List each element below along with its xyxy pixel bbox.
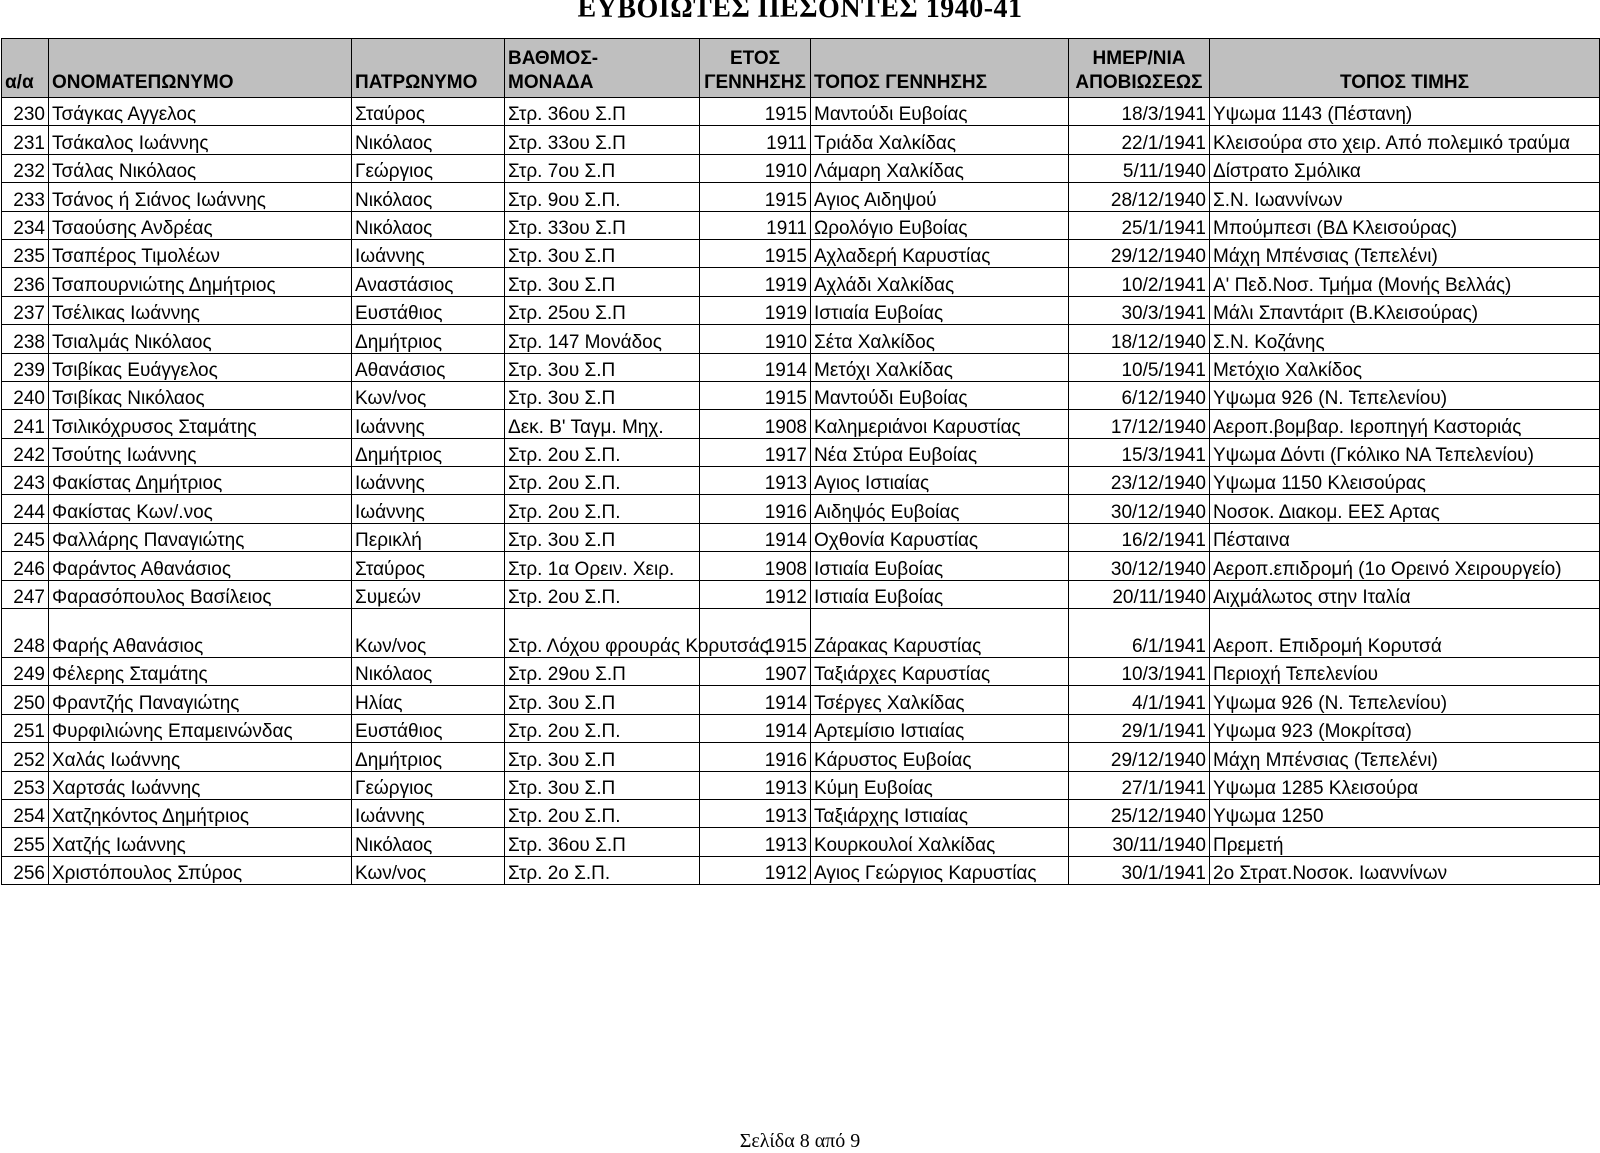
- header-birthplace: ΤΟΠΟΣ ΓΕΝΝΗΣΗΣ: [811, 39, 1069, 98]
- cell-name: Χαρτσάς Ιωάννης: [49, 771, 352, 799]
- cell-patronymic: Δημήτριος: [352, 325, 505, 353]
- cell-name: Φυρφιλιώνης Επαμεινώνδας: [49, 714, 352, 742]
- cell-place-of-honor: Υψωμα 1285 Κλεισούρα: [1210, 771, 1600, 799]
- table-header: [2, 39, 1600, 98]
- cell-rank-unit: Στρ. 2ου Σ.Π.: [505, 495, 700, 523]
- cell-rank-unit: Στρ. 33ου Σ.Π: [505, 126, 700, 154]
- header-year-line1: ΕΤΟΣ: [729, 48, 781, 69]
- cell-name: Τσάνος ή Σιάνος Ιωάννης: [49, 183, 352, 211]
- cell-birthplace: Ταξιάρχες Καρυστίας: [811, 658, 1069, 686]
- cell-number: 240: [2, 381, 49, 409]
- cell-birth-year: 1917: [700, 438, 811, 466]
- cell-birth-year: 1914: [700, 353, 811, 381]
- cell-place-of-honor: Πρεμετή: [1210, 828, 1600, 856]
- cell-place-of-honor: Περιοχή Τεπελενίου: [1210, 658, 1600, 686]
- cell-name: Τσάκαλος Ιωάννης: [49, 126, 352, 154]
- cell-birthplace: Αγιος Γεώργιος Καρυστίας: [811, 856, 1069, 884]
- table-row: [2, 771, 1600, 799]
- table-row: [2, 799, 1600, 827]
- table-row: [2, 296, 1600, 324]
- header-year-line2: ΓΕΝΝΗΣΗΣ: [704, 72, 806, 93]
- cell-death-date: 6/12/1940: [1069, 381, 1210, 409]
- cell-number: 232: [2, 154, 49, 182]
- cell-rank-unit: Στρ. 3ου Σ.Π: [505, 686, 700, 714]
- cell-birthplace: Τριάδα Χαλκίδας: [811, 126, 1069, 154]
- cell-place-of-honor: Μάλι Σπαντάριτ (Β.Κλεισούρας): [1210, 296, 1600, 324]
- cell-name: Τσιβίκας Ευάγγελος: [49, 353, 352, 381]
- cell-name: Τσαπέρος Τιμολέων: [49, 239, 352, 267]
- cell-death-date: 20/11/1940: [1069, 580, 1210, 608]
- cell-name: Χριστόπουλος Σπύρος: [49, 856, 352, 884]
- cell-place-of-honor: Νοσοκ. Διακομ. ΕΕΣ Αρτας: [1210, 495, 1600, 523]
- cell-place-of-honor: Δίστρατο Σμόλικα: [1210, 154, 1600, 182]
- cell-number: 242: [2, 438, 49, 466]
- cell-patronymic: Ιωάννης: [352, 799, 505, 827]
- page-footer: Σελίδα 8 από 9: [739, 1130, 861, 1152]
- cell-number: 230: [2, 98, 49, 126]
- cell-name: Φακίστας Κων/.νος: [49, 495, 352, 523]
- cell-patronymic: Σταύρος: [352, 98, 505, 126]
- cell-place-of-honor: Αιχμάλωτος στην Ιταλία: [1210, 580, 1600, 608]
- cell-birth-year: 1919: [700, 268, 811, 296]
- cell-patronymic: Νικόλαος: [352, 183, 505, 211]
- cell-birthplace: Ιστιαία Ευβοίας: [811, 552, 1069, 580]
- cell-number: 249: [2, 658, 49, 686]
- cell-place-of-honor: Πέσταινα: [1210, 523, 1600, 551]
- cell-birthplace: Μετόχι Χαλκίδας: [811, 353, 1069, 381]
- cell-name: Φαλλάρης Παναγιώτης: [49, 523, 352, 551]
- cell-number: 243: [2, 467, 49, 495]
- cell-place-of-honor: Υψωμα 926 (Ν. Τεπελενίου): [1210, 381, 1600, 409]
- cell-birthplace: Καλημεριάνοι Καρυστίας: [811, 410, 1069, 438]
- cell-patronymic: Νικόλαος: [352, 211, 505, 239]
- table-row: [2, 828, 1600, 856]
- cell-patronymic: Ιωάννης: [352, 467, 505, 495]
- cell-patronymic: Ευστάθιος: [352, 714, 505, 742]
- table-row: [2, 353, 1600, 381]
- cell-death-date: 6/1/1941: [1069, 609, 1210, 658]
- cell-birth-year: 1915: [700, 609, 811, 658]
- cell-birth-year: 1910: [700, 154, 811, 182]
- cell-death-date: 18/3/1941: [1069, 98, 1210, 126]
- cell-rank-unit: Στρ. 33ου Σ.Π: [505, 211, 700, 239]
- cell-patronymic: Νικόλαος: [352, 828, 505, 856]
- cell-death-date: 25/1/1941: [1069, 211, 1210, 239]
- cell-patronymic: Περικλή: [352, 523, 505, 551]
- cell-name: Φακίστας Δημήτριος: [49, 467, 352, 495]
- cell-birthplace: Ζάρακας Καρυστίας: [811, 609, 1069, 658]
- cell-death-date: 15/3/1941: [1069, 438, 1210, 466]
- cell-rank-unit: Στρ. 2ο Σ.Π.: [505, 856, 700, 884]
- cell-rank-unit: Στρ. 36ου Σ.Π: [505, 828, 700, 856]
- cell-place-of-honor: Υψωμα 1150 Κλεισούρας: [1210, 467, 1600, 495]
- header-date-line1: ΗΜΕΡ/ΝΙΑ: [1092, 48, 1186, 69]
- cell-name: Τσάγκας Αγγελος: [49, 98, 352, 126]
- cell-place-of-honor: 2ο Στρατ.Νοσοκ. Ιωαννίνων: [1210, 856, 1600, 884]
- cell-birth-year: 1907: [700, 658, 811, 686]
- cell-death-date: 30/1/1941: [1069, 856, 1210, 884]
- cell-death-date: 30/11/1940: [1069, 828, 1210, 856]
- table-row: [2, 268, 1600, 296]
- cell-birth-year: 1916: [700, 495, 811, 523]
- cell-number: 231: [2, 126, 49, 154]
- cell-rank-unit: Στρ. 2ου Σ.Π.: [505, 467, 700, 495]
- cell-birthplace: Μαντούδι Ευβοίας: [811, 381, 1069, 409]
- cell-death-date: 27/1/1941: [1069, 771, 1210, 799]
- header-rank-unit: [505, 39, 700, 98]
- cell-number: 245: [2, 523, 49, 551]
- cell-place-of-honor: Μάχη Μπένσιας (Τεπελένι): [1210, 743, 1600, 771]
- cell-name: Τσιβίκας Νικόλαος: [49, 381, 352, 409]
- cell-place-of-honor: Υψωμα 1250: [1210, 799, 1600, 827]
- cell-number: 244: [2, 495, 49, 523]
- cell-birthplace: Κάρυστος Ευβοίας: [811, 743, 1069, 771]
- cell-death-date: 28/12/1940: [1069, 183, 1210, 211]
- cell-patronymic: Συμεών: [352, 580, 505, 608]
- table-row: [2, 98, 1600, 126]
- cell-rank-unit: Στρ. 3ου Σ.Π: [505, 743, 700, 771]
- cell-birth-year: 1916: [700, 743, 811, 771]
- cell-patronymic: Κων/νος: [352, 609, 505, 658]
- cell-rank-unit: Στρ. 7ου Σ.Π: [505, 154, 700, 182]
- table-row: [2, 609, 1600, 658]
- cell-death-date: 10/5/1941: [1069, 353, 1210, 381]
- table-row: [2, 714, 1600, 742]
- cell-place-of-honor: Αεροπ.επιδρομή (1ο Ορεινό Χειρουργείο): [1210, 552, 1600, 580]
- cell-number: 248: [2, 609, 49, 658]
- cell-patronymic: Δημήτριος: [352, 438, 505, 466]
- header-rank-line2: ΜΟΝΑΔΑ: [508, 72, 594, 93]
- cell-rank-unit: Στρ. 3ου Σ.Π: [505, 381, 700, 409]
- cell-birthplace: Αγιος Αιδηψού: [811, 183, 1069, 211]
- header-birth-year: [700, 39, 811, 98]
- cell-place-of-honor: Αεροπ. Επιδρομή Κορυτσά: [1210, 609, 1600, 658]
- cell-rank-unit: Στρ. 3ου Σ.Π: [505, 239, 700, 267]
- cell-place-of-honor: Αεροπ.βομβαρ. Ιεροπηγή Καστοριάς: [1210, 410, 1600, 438]
- cell-name: Χαλάς Ιωάννης: [49, 743, 352, 771]
- cell-birth-year: 1914: [700, 686, 811, 714]
- table-row: [2, 580, 1600, 608]
- cell-name: Φαρασόπουλος Βασίλειος: [49, 580, 352, 608]
- cell-rank-unit: Στρ. 1α Ορειν. Χειρ.: [505, 552, 700, 580]
- cell-death-date: 10/2/1941: [1069, 268, 1210, 296]
- table-row: [2, 686, 1600, 714]
- cell-birthplace: Τσέργες Χαλκίδας: [811, 686, 1069, 714]
- cell-birth-year: 1919: [700, 296, 811, 324]
- cell-death-date: 5/11/1940: [1069, 154, 1210, 182]
- cell-rank-unit: Στρ. 2ου Σ.Π.: [505, 799, 700, 827]
- cell-number: 251: [2, 714, 49, 742]
- cell-name: Φέλερης Σταμάτης: [49, 658, 352, 686]
- cell-patronymic: Κων/νος: [352, 856, 505, 884]
- cell-number: 252: [2, 743, 49, 771]
- cell-birthplace: Σέτα Χαλκίδος: [811, 325, 1069, 353]
- cell-number: 238: [2, 325, 49, 353]
- header-death-date: [1069, 39, 1210, 98]
- cell-birth-year: 1908: [700, 552, 811, 580]
- cell-place-of-honor: Υψωμα Δόντι (Γκόλικο ΝΑ Τεπελενίου): [1210, 438, 1600, 466]
- table-row: [2, 410, 1600, 438]
- cell-place-of-honor: Υψωμα 923 (Μοκρίτσα): [1210, 714, 1600, 742]
- table-row: [2, 154, 1600, 182]
- cell-death-date: 30/3/1941: [1069, 296, 1210, 324]
- cell-birthplace: Ιστιαία Ευβοίας: [811, 296, 1069, 324]
- cell-number: 253: [2, 771, 49, 799]
- cell-patronymic: Γεώργιος: [352, 154, 505, 182]
- cell-rank-unit: Στρ. 29ου Σ.Π: [505, 658, 700, 686]
- cell-birth-year: 1912: [700, 856, 811, 884]
- cell-birthplace: Νέα Στύρα Ευβοίας: [811, 438, 1069, 466]
- header-date-line2: ΑΠΟΒΙΩΣΕΩΣ: [1075, 72, 1203, 93]
- cell-birthplace: Αχλάδι Χαλκίδας: [811, 268, 1069, 296]
- cell-patronymic: Ιωάννης: [352, 495, 505, 523]
- cell-name: Τσιλικόχρυσος Σταμάτης: [49, 410, 352, 438]
- header-place-of-honor: ΤΟΠΟΣ ΤΙΜΗΣ: [1210, 39, 1600, 98]
- cell-place-of-honor: Μάχη Μπένσιας (Τεπελένι): [1210, 239, 1600, 267]
- cell-death-date: 17/12/1940: [1069, 410, 1210, 438]
- cell-place-of-honor: Μπούμπεσι (ΒΔ Κλεισούρας): [1210, 211, 1600, 239]
- cell-name: Χατζηκόντος Δημήτριος: [49, 799, 352, 827]
- cell-rank-unit: Στρ. 147 Μονάδος: [505, 325, 700, 353]
- cell-patronymic: Ευστάθιος: [352, 296, 505, 324]
- cell-name: Τσάλας Νικόλαος: [49, 154, 352, 182]
- cell-patronymic: Νικόλαος: [352, 126, 505, 154]
- cell-patronymic: Γεώργιος: [352, 771, 505, 799]
- cell-birthplace: Ιστιαία Ευβοίας: [811, 580, 1069, 608]
- cell-birthplace: Αιδηψός Ευβοίας: [811, 495, 1069, 523]
- cell-birth-year: 1915: [700, 381, 811, 409]
- cell-birth-year: 1914: [700, 714, 811, 742]
- cell-number: 239: [2, 353, 49, 381]
- cell-rank-unit: Στρ. 25ου Σ.Π: [505, 296, 700, 324]
- table-row: [2, 523, 1600, 551]
- cell-birth-year: 1914: [700, 523, 811, 551]
- cell-number: 254: [2, 799, 49, 827]
- cell-death-date: 30/12/1940: [1069, 495, 1210, 523]
- cell-birthplace: Ταξιάρχης Ιστιαίας: [811, 799, 1069, 827]
- cell-name: Τσούτης Ιωάννης: [49, 438, 352, 466]
- cell-birth-year: 1915: [700, 239, 811, 267]
- cell-patronymic: Ηλίας: [352, 686, 505, 714]
- table-row: [2, 239, 1600, 267]
- cell-place-of-honor: Μετόχιο Χαλκίδος: [1210, 353, 1600, 381]
- cell-death-date: 29/12/1940: [1069, 239, 1210, 267]
- cell-death-date: 10/3/1941: [1069, 658, 1210, 686]
- cell-number: 247: [2, 580, 49, 608]
- cell-death-date: 25/12/1940: [1069, 799, 1210, 827]
- cell-patronymic: Αναστάσιος: [352, 268, 505, 296]
- cell-number: 234: [2, 211, 49, 239]
- table-row: [2, 325, 1600, 353]
- cell-birthplace: Κουρκουλοί Χαλκίδας: [811, 828, 1069, 856]
- table-row: [2, 743, 1600, 771]
- cell-number: 241: [2, 410, 49, 438]
- cell-birthplace: Λάμαρη Χαλκίδας: [811, 154, 1069, 182]
- cell-number: 237: [2, 296, 49, 324]
- cell-place-of-honor: Σ.Ν. Ιωαννίνων: [1210, 183, 1600, 211]
- cell-patronymic: Δημήτριος: [352, 743, 505, 771]
- cell-rank-unit: Στρ. 2ου Σ.Π.: [505, 714, 700, 742]
- cell-place-of-honor: Α' Πεδ.Νοσ. Τμήμα (Μονής Βελλάς): [1210, 268, 1600, 296]
- cell-rank-unit: Στρ. 2ου Σ.Π.: [505, 580, 700, 608]
- header-aa: α/α: [2, 39, 49, 98]
- table-row: [2, 183, 1600, 211]
- cell-birthplace: Κύμη Ευβοίας: [811, 771, 1069, 799]
- table-row: [2, 495, 1600, 523]
- cell-death-date: 29/12/1940: [1069, 743, 1210, 771]
- cell-rank-unit: Στρ. 3ου Σ.Π: [505, 771, 700, 799]
- cell-birth-year: 1908: [700, 410, 811, 438]
- cell-death-date: 30/12/1940: [1069, 552, 1210, 580]
- cell-birth-year: 1911: [700, 211, 811, 239]
- cell-birth-year: 1911: [700, 126, 811, 154]
- cell-birthplace: Ωρολόγιο Ευβοίας: [811, 211, 1069, 239]
- cell-name: Φαρής Αθανάσιος: [49, 609, 352, 658]
- cell-death-date: 4/1/1941: [1069, 686, 1210, 714]
- cell-birthplace: Οχθονία Καρυστίας: [811, 523, 1069, 551]
- cell-place-of-honor: Υψωμα 926 (Ν. Τεπελενίου): [1210, 686, 1600, 714]
- cell-rank-unit: Στρ. 36ου Σ.Π: [505, 98, 700, 126]
- cell-rank-unit: Δεκ. Β' Ταγμ. Μηχ.: [505, 410, 700, 438]
- cell-birthplace: Αχλαδερή Καρυστίας: [811, 239, 1069, 267]
- cell-name: Τσαούσης Ανδρέας: [49, 211, 352, 239]
- cell-patronymic: Κων/νος: [352, 381, 505, 409]
- cell-patronymic: Ιωάννης: [352, 239, 505, 267]
- cell-birthplace: Αρτεμίσιο Ιστιαίας: [811, 714, 1069, 742]
- cell-name: Τσιαλμάς Νικόλαος: [49, 325, 352, 353]
- cell-birth-year: 1915: [700, 98, 811, 126]
- fallen-roster-table: [1, 38, 1600, 885]
- cell-birth-year: 1915: [700, 183, 811, 211]
- cell-rank-unit: Στρ. 3ου Σ.Π: [505, 523, 700, 551]
- cell-place-of-honor: Υψωμα 1143 (Πέστανη): [1210, 98, 1600, 126]
- cell-number: 236: [2, 268, 49, 296]
- cell-patronymic: Σταύρος: [352, 552, 505, 580]
- cell-name: Φαράντος Αθανάσιος: [49, 552, 352, 580]
- cell-number: 235: [2, 239, 49, 267]
- cell-birth-year: 1913: [700, 771, 811, 799]
- table-row: [2, 126, 1600, 154]
- cell-birthplace: Αγιος Ιστιαίας: [811, 467, 1069, 495]
- cell-birth-year: 1913: [700, 467, 811, 495]
- cell-birth-year: 1913: [700, 799, 811, 827]
- header-patronymic: ΠΑΤΡΩΝΥΜΟ: [352, 39, 505, 98]
- cell-rank-unit: Στρ. 3ου Σ.Π: [505, 268, 700, 296]
- cell-birth-year: 1912: [700, 580, 811, 608]
- cell-name: Τσαπουρνιώτης Δημήτριος: [49, 268, 352, 296]
- header-name: ΟΝΟΜΑΤΕΠΩΝΥΜΟ: [49, 39, 352, 98]
- cell-death-date: 23/12/1940: [1069, 467, 1210, 495]
- table-row: [2, 381, 1600, 409]
- cell-name: Τσέλικας Ιωάννης: [49, 296, 352, 324]
- table-row: [2, 658, 1600, 686]
- cell-number: 250: [2, 686, 49, 714]
- cell-name: Φραντζής Παναγιώτης: [49, 686, 352, 714]
- cell-name: Χατζής Ιωάννης: [49, 828, 352, 856]
- cell-patronymic: Αθανάσιος: [352, 353, 505, 381]
- table-body: [2, 98, 1600, 885]
- cell-birth-year: 1910: [700, 325, 811, 353]
- cell-rank-unit: Στρ. 2ου Σ.Π.: [505, 438, 700, 466]
- table-row: [2, 552, 1600, 580]
- cell-patronymic: Νικόλαος: [352, 658, 505, 686]
- cell-death-date: 18/12/1940: [1069, 325, 1210, 353]
- cell-rank-unit: Στρ. Λόχου φρουράς Κορυτσάς: [505, 609, 700, 658]
- cell-place-of-honor: Σ.Ν. Κοζάνης: [1210, 325, 1600, 353]
- cell-place-of-honor: Κλεισούρα στο χειρ. Από πολεμικό τραύμα: [1210, 126, 1600, 154]
- cell-patronymic: Ιωάννης: [352, 410, 505, 438]
- table-row: [2, 438, 1600, 466]
- page-title: ΕΥΒΟΙΩΤΕΣ ΠΕΣΟΝΤΕΣ 1940-41: [577, 0, 1023, 24]
- cell-number: 256: [2, 856, 49, 884]
- cell-death-date: 16/2/1941: [1069, 523, 1210, 551]
- cell-birthplace: Μαντούδι Ευβοίας: [811, 98, 1069, 126]
- cell-number: 255: [2, 828, 49, 856]
- cell-number: 233: [2, 183, 49, 211]
- cell-rank-unit: Στρ. 9ου Σ.Π.: [505, 183, 700, 211]
- table-row: [2, 467, 1600, 495]
- cell-death-date: 22/1/1941: [1069, 126, 1210, 154]
- cell-rank-unit: Στρ. 3ου Σ.Π: [505, 353, 700, 381]
- table-row: [2, 211, 1600, 239]
- cell-number: 246: [2, 552, 49, 580]
- header-rank-line1: ΒΑΘΜΟΣ-: [508, 48, 599, 69]
- table-row: [2, 856, 1600, 884]
- cell-death-date: 29/1/1941: [1069, 714, 1210, 742]
- cell-birth-year: 1913: [700, 828, 811, 856]
